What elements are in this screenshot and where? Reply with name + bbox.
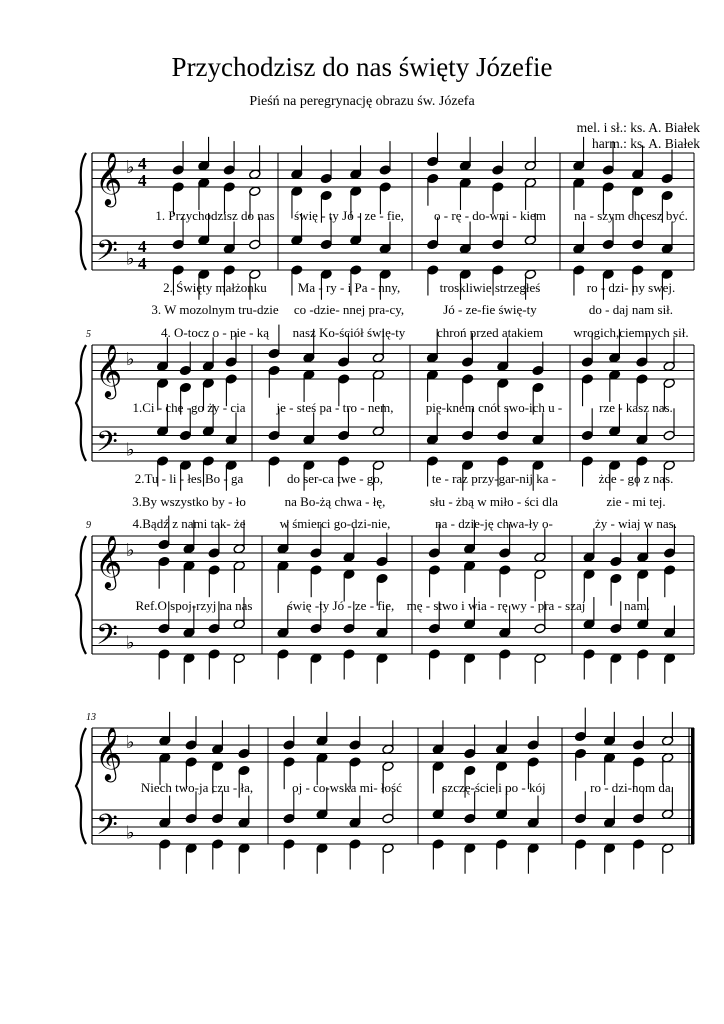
lyric-verse-2: Ma - ry - i Pa - nny,: [297, 280, 401, 295]
lyric-verse-2: 2.Tu - li - łes Bo - ga: [134, 471, 244, 486]
lyric-verse-1: ro - dzi-nom da.: [590, 780, 674, 795]
lyric-verse-4: nasz Ko-ściół świę-ty: [292, 325, 406, 340]
harmony-credit: harm.: ks. A. Białek: [592, 136, 700, 151]
lyric-verse-1: nam.: [624, 598, 650, 613]
lyric-verse-4: wrogich,ciemnych sił.: [573, 325, 689, 340]
bass-clef: 𝄢: [96, 236, 118, 274]
lyric-verse-1: pię-knem cnót swo-ich u -: [425, 400, 563, 415]
time-signature-bottom: 4: [138, 171, 147, 190]
key-signature-flat: ♭: [126, 157, 135, 177]
key-signature-flat: ♭: [126, 540, 135, 560]
lyric-verse-3: zie - mi tej.: [606, 494, 666, 509]
key-signature-flat: ♭: [126, 632, 135, 653]
lyric-verse-3: co -dzie- nnej pra-cy,: [293, 302, 405, 317]
system-brace: [76, 153, 86, 270]
hymn-subtitle: Pieśń na peregrynację obrazu św. Józefa: [249, 94, 475, 109]
melody-credit: mel. i sł.: ks. A. Białek: [576, 120, 700, 135]
lyric-verse-1: szczę-ście i po - kój: [442, 780, 546, 795]
system-brace: [76, 536, 86, 654]
lyric-verse-4: 4. O-tocz o - pie - ką: [161, 325, 269, 340]
lyric-verse-2: 2. Święty małżonku: [163, 280, 267, 295]
lyric-verse-1: 1.Ci - che -go ży - cia: [132, 400, 246, 415]
lyric-verse-3: słu - żbą w miło - ści dla: [429, 494, 559, 509]
lyric-verse-1: świę -ty Jó - ze - fie,: [287, 598, 395, 613]
lyric-verse-2: troskliwie strzegłeś: [439, 280, 541, 295]
key-signature-flat: ♭: [126, 248, 135, 269]
bass-clef: 𝄢: [96, 620, 118, 658]
lyric-verse-2: te - raz przy-gar-nij ka -: [431, 471, 557, 486]
lyric-verse-2: ro - dzi- ny swej.: [586, 280, 676, 295]
key-signature-flat: ♭: [126, 822, 135, 843]
lyric-verse-1: Niech two-ja czu - ła,: [140, 780, 254, 795]
music-system: [76, 708, 695, 874]
key-signature-flat: ♭: [126, 732, 135, 752]
treble-clef: 𝄞: [95, 153, 123, 204]
treble-clef: 𝄞: [95, 345, 123, 396]
lyric-verse-2: żde - go z nas.: [598, 471, 674, 486]
system-brace: [76, 345, 86, 461]
hymn-title: Przychodzisz do nas święty Józefie: [171, 52, 553, 82]
treble-clef: 𝄞: [95, 536, 123, 587]
lyric-verse-4: ży - wiaj w nas.: [595, 516, 677, 531]
time-signature-bottom: 4: [138, 254, 147, 273]
lyric-verse-2: do ser-ca twe - go,: [286, 471, 384, 486]
system-brace: [76, 728, 86, 844]
measure-number: 5: [86, 329, 91, 340]
lyric-verse-1: rze - kasz nas.: [599, 400, 673, 415]
final-barline-thick: [691, 728, 695, 844]
lyric-verse-4: w śmierci go-dzi-nie,: [279, 516, 391, 531]
lyric-verse-1: na - szym chcesz być.: [574, 208, 688, 223]
lyric-verse-1: mę - stwo i wia - rę wy - pra - szaj: [406, 598, 586, 613]
time-signature-top: 4: [138, 154, 147, 173]
lyric-verse-3: Jó - ze-fie świę-ty: [443, 302, 537, 317]
lyric-verse-4: chroń przed atakiem: [436, 325, 544, 340]
lyric-verse-3: 3. W mozolnym tru-dzie: [151, 302, 279, 317]
bass-clef: 𝄢: [96, 810, 118, 848]
lyric-verse-1: świę - ty Jó - ze - fie,: [294, 208, 404, 223]
measure-number: 9: [86, 520, 91, 531]
key-signature-flat: ♭: [126, 349, 135, 369]
lyric-verse-3: do - daj nam sił.: [588, 302, 674, 317]
lyric-verse-4: na - dzie-ję chwa-ły o-: [435, 516, 553, 531]
bass-clef: 𝄢: [96, 427, 118, 465]
measure-number: 13: [86, 712, 96, 723]
lyric-verse-4: 4.Bądź z nami tak- że: [132, 516, 246, 531]
music-system: [76, 133, 694, 340]
treble-clef: 𝄞: [95, 728, 123, 779]
lyric-verse-1: je - steś pa - tro - nem,: [276, 400, 394, 415]
lyric-verse-3: 3.By wszystko by - ło: [132, 494, 246, 509]
lyric-verse-3: na Bo-żą chwa - łę,: [284, 494, 386, 509]
lyric-verse-1: o - rę - do-wni - kiem: [434, 208, 546, 223]
music-system: [76, 325, 694, 531]
lyric-verse-1: oj - co-wska mi- łość: [292, 780, 402, 795]
lyric-verse-1: Ref.O spoj-rzyj na nas: [135, 598, 253, 613]
time-signature-top: 4: [138, 237, 147, 256]
lyric-verse-1: 1. Przychodzisz do nas: [155, 208, 275, 223]
key-signature-flat: ♭: [126, 439, 135, 460]
music-system: [76, 516, 694, 684]
